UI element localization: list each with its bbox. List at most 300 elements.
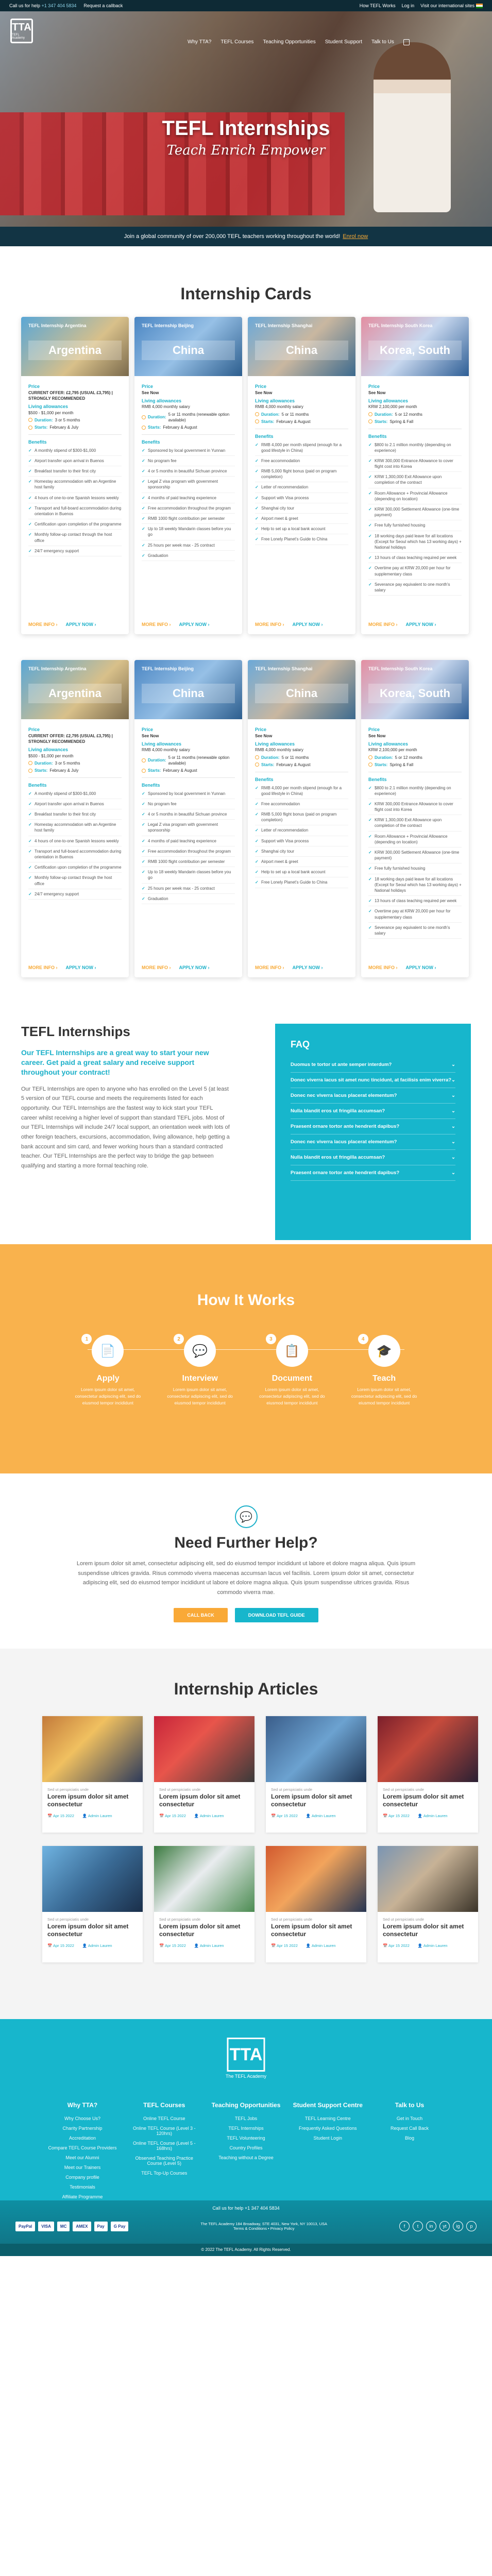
article-footer [378, 1938, 478, 1948]
card-body [21, 719, 129, 905]
more-info-link[interactable]: MORE INFO › [28, 965, 58, 970]
starts-label: Starts: [35, 768, 48, 773]
faq-question: Donec nec viverra lacus placerat elementum? [291, 1139, 397, 1145]
flag-icon [476, 4, 483, 8]
footer-link[interactable]: Teaching without a Degree [218, 2155, 274, 2160]
benefit-item: ✓ 13 hours of class teaching required per week [368, 553, 462, 563]
allowance-value: RMB 4,000 monthly salary [142, 748, 190, 753]
faq-item[interactable] [291, 1088, 455, 1104]
step-number: 2 [174, 1334, 184, 1344]
benefit-item: ✓ A monthly stipend of $300-$1,000 [28, 789, 122, 799]
article-meta: Sed ut perspiciatis unde [47, 1917, 89, 1922]
divider [142, 777, 235, 778]
card-tag: TEFL Internship South Korea [368, 666, 433, 671]
nav-item-2[interactable]: Teaching Opportunities [263, 39, 316, 45]
article-footer [378, 1808, 478, 1818]
card-actions [255, 622, 348, 627]
step-desc: Lorem ipsum dolor sit amet, consectetur adipiscing elit, sed do eiusmod tempor incididunt [259, 1387, 325, 1405]
benefit-item: ✓ Room Allowance + Provincial Allowance (depending on location) [368, 832, 462, 848]
card-image [361, 317, 469, 376]
benefit-item: ✓ KRW 300,000 Settlement Allowance (one-time payment) [368, 848, 462, 863]
step-number: 1 [81, 1334, 92, 1344]
starts-label: Starts: [35, 425, 48, 430]
international-sites-link[interactable]: Visit our international sites [420, 3, 483, 8]
benefit-item: ✓ Letter of recommendation [255, 825, 348, 836]
price-label: Price [255, 384, 267, 389]
price-value: See Now [142, 733, 159, 738]
how-tefl-works-link[interactable]: How TEFL Works [359, 3, 396, 8]
article-date: 📅 Apr 15 2022 [47, 1943, 74, 1948]
card-actions [142, 965, 235, 970]
article-title[interactable]: Lorem ipsum dolor sit amet consectetur [159, 1923, 241, 1938]
card-body [361, 719, 469, 944]
faq-item[interactable] [291, 1150, 455, 1165]
payment-icon: Pay [94, 2222, 108, 2231]
article-image [378, 1716, 478, 1782]
allowance-label: Living allowances [142, 741, 182, 747]
more-info-link[interactable]: MORE INFO › [142, 965, 171, 970]
benefit-item: ✓ Breakfast transfer to their first city [28, 466, 122, 477]
article-image [42, 1716, 143, 1782]
card-body [361, 376, 469, 601]
footer-link[interactable]: Affiliate Programme [62, 2194, 103, 2199]
clock-icon [142, 426, 146, 430]
footer-call[interactable]: Call us for help +1 347 404 5834 [212, 2206, 280, 2211]
clock-icon [255, 412, 259, 416]
step-teach [351, 1335, 418, 1406]
benefit-item: ✓ 25 hours per week max - 25 contract [142, 540, 235, 551]
article-author: 👤 Admin Lauren [82, 1943, 112, 1948]
article-date: 📅 Apr 15 2022 [383, 1943, 410, 1948]
price-value: See Now [142, 390, 159, 395]
benefit-item: ✓ Monthly follow-up contact through the host office [28, 530, 122, 546]
apply-now-link[interactable]: APPLY NOW › [65, 965, 96, 970]
duration-value: 5 or 11 months (renewable option available) [168, 755, 230, 766]
more-info-link[interactable]: MORE INFO › [28, 622, 58, 627]
duration-label: Duration: [35, 417, 53, 422]
benefits-label: Benefits [142, 439, 160, 445]
benefit-item: ✓ Airport meet & greet [255, 857, 348, 867]
benefit-item: ✓ RMB 4,000 per month stipend (enough for a good lifestyle in China) [255, 440, 348, 456]
faq-item[interactable] [291, 1057, 455, 1073]
card-body [248, 376, 355, 550]
starts-row [368, 762, 462, 768]
faq-item[interactable] [291, 1073, 455, 1088]
more-info-link[interactable]: MORE INFO › [368, 965, 398, 970]
article-title[interactable]: Lorem ipsum dolor sit amet consectetur [47, 1923, 129, 1938]
article-image [42, 1846, 143, 1912]
card-tag: TEFL Internship Shanghai [255, 666, 313, 671]
footer-link[interactable]: Blog [404, 2136, 414, 2141]
chat-icon: 💬 [235, 1505, 258, 1528]
logo[interactable]: TTA TEFL Academy [10, 19, 33, 43]
article-meta: Sed ut perspiciatis unde [383, 1917, 425, 1922]
benefit-item: ✓ Free accommodation [255, 799, 348, 809]
duration-value: 5 or 11 months [281, 412, 309, 417]
benefit-item: ✓ Overtime pay at KRW 20,000 per hour for supplementary class [368, 563, 462, 579]
benefits-list [368, 440, 462, 596]
duration-row [142, 412, 235, 423]
cards-section-title: Internship Cards [180, 284, 312, 303]
allowance-value: $500 - $1,000 per month [28, 753, 74, 758]
login-link[interactable]: Log in [401, 3, 415, 8]
starts-value: February & July [49, 425, 79, 430]
benefit-item: ✓ Graduation [142, 894, 235, 904]
card-country: Korea, South [368, 341, 462, 360]
step-interview [166, 1335, 233, 1406]
faq-panel [275, 1024, 471, 1240]
apply-now-link[interactable]: APPLY NOW › [65, 622, 96, 627]
price-label: Price [142, 727, 154, 732]
article-card[interactable] [266, 1716, 366, 1833]
starts-row [368, 419, 462, 425]
benefit-item: ✓ Free Lonely Planet's Guide to China [255, 534, 348, 545]
step-icon: 📋 [276, 1335, 308, 1367]
clock-icon [28, 769, 32, 773]
duration-row [142, 755, 235, 766]
footer-link[interactable]: Charity Partnership [62, 2126, 103, 2131]
social-icon[interactable]: yt [439, 2221, 450, 2231]
article-title[interactable]: Lorem ipsum dolor sit amet consectetur [47, 1793, 129, 1808]
more-info-link[interactable]: MORE INFO › [368, 622, 398, 627]
benefit-item: ✓ Free accommodation throughout the program [142, 846, 235, 857]
call-label: Call us for help +1 347 404 5834 [9, 3, 77, 8]
footer-column [210, 2102, 282, 2204]
social-icon[interactable]: t [413, 2221, 423, 2231]
benefit-item: ✓ Monthly follow-up contact through the host office [28, 873, 122, 889]
article-date: 📅 Apr 15 2022 [159, 1814, 186, 1818]
apply-now-link[interactable]: APPLY NOW › [292, 965, 323, 970]
article-image [154, 1846, 255, 1912]
divider [28, 434, 122, 435]
article-author: 👤 Admin Lauren [306, 1943, 336, 1948]
hero-title: TEFL Internships [162, 117, 330, 140]
starts-row [142, 768, 235, 773]
allowance-label: Living allowances [255, 398, 295, 403]
article-author: 👤 Admin Lauren [417, 1814, 448, 1818]
footer-legal: The TEFL Academy 184 Broadway, STE 4031, New York, NY 10013, USA Terms & Conditions • Privacy Policy [128, 2222, 399, 2231]
benefit-item: ✓ 4 months of paid teaching experience [142, 493, 235, 503]
article-meta: Sed ut perspiciatis unde [271, 1787, 313, 1792]
article-meta: Sed ut perspiciatis unde [271, 1917, 313, 1922]
benefit-item: ✓ Support with Visa process [255, 836, 348, 846]
benefit-item: ✓ Graduation [142, 551, 235, 561]
footer-link[interactable]: TEFL Learning Centre [304, 2116, 351, 2121]
footer-link[interactable]: Observed Teaching Practice Course (Level 5) [135, 2156, 193, 2166]
card-tag: TEFL Internship Argentina [28, 666, 87, 671]
step-desc: Lorem ipsum dolor sit amet, consectetur adipiscing elit, sed do eiusmod tempor incididunt [75, 1387, 141, 1405]
footer-link[interactable]: Online TEFL Course (Level 3 - 120hrs) [132, 2126, 196, 2136]
duration-row [255, 412, 348, 417]
article-card[interactable] [378, 1846, 478, 1962]
more-info-link[interactable]: MORE INFO › [255, 622, 284, 627]
card-actions [142, 622, 235, 627]
article-title[interactable]: Lorem ipsum dolor sit amet consectetur [159, 1793, 241, 1808]
allowance-label: Living allowances [368, 398, 409, 403]
benefit-item: ✓ Free accommodation [255, 456, 348, 466]
allowance-value: RMB 4,000 monthly salary [142, 404, 190, 410]
faq-question: Duomus te tortor ut ante semper interdum? [291, 1062, 392, 1067]
starts-value: Spring & Fall [389, 762, 414, 767]
benefit-item: ✓ RMB 5,000 flight bonus (paid on program completion) [255, 809, 348, 825]
benefit-item: ✓ Free accommodation throughout the program [142, 503, 235, 514]
apply-now-link[interactable]: APPLY NOW › [292, 622, 323, 627]
footer-column-title: Teaching Opportunities [211, 2102, 281, 2109]
article-card[interactable] [154, 1846, 255, 1962]
internship-card [361, 660, 469, 977]
card-actions [368, 622, 462, 627]
footer-link[interactable]: Accreditation [69, 2136, 96, 2141]
article-card[interactable] [266, 1846, 366, 1962]
benefit-item: ✓ Legal Z visa program with government sponsorship [142, 820, 235, 836]
chevron-down-icon: ⌄ [451, 1170, 455, 1176]
clock-icon [28, 761, 32, 765]
card-body [134, 376, 242, 566]
benefit-item: ✓ 4 hours of one-to-one Spanish lessons weekly [28, 836, 122, 846]
payment-icons [15, 2222, 128, 2231]
legal-links[interactable]: Terms & Conditions • Privacy Policy [233, 2226, 295, 2231]
price-label: Price [28, 727, 40, 732]
footer-link[interactable]: Student Login [313, 2136, 343, 2141]
card-image [248, 317, 355, 376]
starts-label: Starts: [261, 419, 275, 424]
internship-card [21, 317, 129, 634]
starts-label: Starts: [375, 419, 388, 424]
allowance-value: KRW 2,100,000 per month [368, 404, 417, 410]
internship-card [134, 317, 242, 634]
social-icon[interactable]: ig [453, 2221, 463, 2231]
request-callback-link[interactable]: Request a callback [83, 3, 123, 8]
article-meta: Sed ut perspiciatis unde [47, 1787, 89, 1792]
duration-row [368, 755, 462, 760]
steps [0, 1309, 492, 1406]
price-value: See Now [368, 733, 386, 738]
step-name: Apply [96, 1374, 120, 1383]
footer-link[interactable]: TEFL Jobs [234, 2116, 258, 2121]
step-name: Interview [182, 1374, 218, 1383]
footer-link[interactable]: Company profile [65, 2175, 99, 2180]
faq-question: Praesent ornare tortor ante hendrerit dapibus? [291, 1170, 400, 1176]
benefit-item: ✓ Letter of recommendation [255, 482, 348, 493]
faq-item[interactable] [291, 1104, 455, 1119]
card-country: Korea, South [368, 684, 462, 703]
article-footer [42, 1808, 143, 1818]
social-links [399, 2221, 477, 2231]
benefit-item: ✓ KRW 1,300,000 Exit Allowance upon completion of the contract [368, 815, 462, 831]
benefit-item: ✓ KRW 300,000 Entrance Allowance to cover flight cost into Korea [368, 456, 462, 472]
duration-row [255, 755, 348, 760]
footer-column-title: Talk to Us [395, 2102, 425, 2109]
card-country: China [142, 341, 235, 360]
benefit-item: ✓ KRW 300,000 Settlement Allowance (one-time payment) [368, 504, 462, 520]
benefit-item: ✓ Severance pay equivalent to one month's salary [368, 580, 462, 596]
duration-value: 5 or 11 months (renewable option available) [168, 412, 230, 422]
card-actions [255, 965, 348, 970]
benefits-list [28, 789, 122, 900]
starts-value: February & August [276, 762, 311, 767]
payment-icon: VISA [38, 2222, 54, 2231]
article-date: 📅 Apr 15 2022 [271, 1943, 298, 1948]
article-title[interactable]: Lorem ipsum dolor sit amet consectetur [271, 1793, 352, 1808]
footer-link[interactable]: Testimonials [70, 2184, 95, 2190]
starts-row [28, 768, 122, 773]
nav-item-4[interactable]: Talk to Us [371, 39, 394, 45]
duration-value: 3 or 5 months [55, 417, 80, 422]
clock-icon [368, 762, 372, 767]
footer-link[interactable]: Meet our Trainers [64, 2165, 101, 2170]
price-value: See Now [255, 390, 273, 395]
help-title: Need Further Help? [174, 1534, 318, 1551]
apply-now-link[interactable]: APPLY NOW › [179, 965, 210, 970]
article-title[interactable]: Lorem ipsum dolor sit amet consectetur [383, 1923, 464, 1938]
article-title[interactable]: Lorem ipsum dolor sit amet consectetur [383, 1793, 464, 1808]
social-icon[interactable]: f [399, 2221, 410, 2231]
faq-question: Donec nec viverra lacus placerat elementum? [291, 1093, 397, 1098]
card-tag: TEFL Internship Beijing [142, 323, 194, 328]
card-country: Argentina [28, 341, 122, 360]
hero-subtitle: Teach Enrich Empower [166, 143, 326, 158]
article-card[interactable] [42, 1716, 143, 1833]
footer-link[interactable]: Get in Touch [396, 2116, 423, 2121]
about-lead: Our TEFL Internships are a great way to start your new career. Get paid a great salary and receive support throughout your contract! [21, 1048, 209, 1076]
footer-column-title: Student Support Centre [293, 2102, 363, 2109]
enrol-now-link[interactable]: Enrol now [343, 233, 368, 240]
starts-label: Starts: [375, 762, 388, 767]
article-meta: Sed ut perspiciatis unde [383, 1787, 425, 1792]
article-image [266, 1846, 366, 1912]
faq-item[interactable] [291, 1165, 455, 1181]
benefit-item: ✓ 4 hours of one-to-one Spanish lessons weekly [28, 493, 122, 503]
footer-column [46, 2102, 118, 2204]
benefit-item: ✓ 4 months of paid teaching experience [142, 836, 235, 846]
payment-icon: AMEX [73, 2222, 91, 2231]
allowance-value: RMB 4,000 monthly salary [255, 404, 303, 410]
faq-question: Nulla blandit eros ut fringilla accumsan? [291, 1108, 385, 1114]
more-info-link[interactable]: MORE INFO › [142, 622, 171, 627]
chevron-down-icon: ⌄ [451, 1077, 455, 1083]
footer-link[interactable]: Meet our Alumni [65, 2155, 99, 2160]
nav-item-3[interactable]: Student Support [325, 39, 362, 45]
benefit-item: ✓ Severance pay equivalent to one month's salary [368, 923, 462, 939]
apply-now-link[interactable]: APPLY NOW › [405, 965, 436, 970]
chevron-down-icon: ⌄ [451, 1062, 455, 1067]
card-country: Argentina [28, 684, 122, 703]
apply-now-link[interactable]: APPLY NOW › [405, 622, 436, 627]
duration-row [28, 760, 122, 766]
internship-card [361, 317, 469, 634]
clock-icon [368, 755, 372, 759]
benefits-list [255, 783, 348, 888]
card-tag: TEFL Internship South Korea [368, 323, 433, 328]
nav-item-0[interactable]: Why TTA? [188, 39, 212, 45]
footer-link[interactable]: TEFL Top-Up Courses [141, 2171, 188, 2176]
benefit-item: ✓ Help to set up a local bank account [255, 867, 348, 877]
footer-link[interactable]: TEFL Volunteering [227, 2136, 265, 2141]
article-card[interactable] [42, 1846, 143, 1962]
benefit-item: ✓ Airport transfer upon arrival in Buenos [28, 799, 122, 809]
footer-link[interactable]: Frequently Asked Questions [298, 2126, 357, 2131]
social-icon[interactable]: p [466, 2221, 477, 2231]
article-meta: Sed ut perspiciatis unde [159, 1787, 201, 1792]
price-label: Price [142, 384, 154, 389]
internship-card [21, 660, 129, 977]
price-value: CURRENT OFFER: £2,795 (USUAL £3,795) | STRONGLY RECOMMENDED [28, 733, 113, 744]
benefit-item: ✓ Free fully furnished housing [368, 520, 462, 531]
benefit-item: ✓ Help to set up a local bank account [255, 524, 348, 534]
apply-now-link[interactable]: APPLY NOW › [179, 622, 210, 627]
footer-columns [46, 2102, 446, 2204]
duration-label: Duration: [148, 415, 166, 420]
chevron-down-icon: ⌄ [451, 1139, 455, 1145]
clock-icon [28, 418, 32, 422]
article-footer [154, 1938, 255, 1948]
allowance-label: Living allowances [28, 747, 69, 752]
footer-column [374, 2102, 446, 2204]
article-date: 📅 Apr 15 2022 [159, 1943, 186, 1948]
how-title: How It Works [197, 1292, 295, 1309]
benefit-item: ✓ 4 or 5 months in beautiful Sichuan province [142, 466, 235, 477]
article-date: 📅 Apr 15 2022 [383, 1814, 410, 1818]
footer-link[interactable]: Compare TEFL Course Providers [48, 2145, 117, 2150]
allowance-label: Living allowances [368, 741, 409, 747]
download-guide-button[interactable]: DOWNLOAD TEFL GUIDE [235, 1608, 318, 1622]
starts-value: Spring & Fall [389, 419, 414, 424]
price-label: Price [368, 384, 380, 389]
card-tag: TEFL Internship Beijing [142, 666, 194, 671]
card-body [248, 719, 355, 893]
footer-link[interactable]: Request Call Back [390, 2126, 429, 2131]
faq-item[interactable] [291, 1134, 455, 1150]
benefit-item: ✓ Homestay accommodation with an Argentine host family [28, 477, 122, 493]
articles-grid [0, 1716, 492, 1962]
footer-link[interactable]: Online TEFL Course (Level 5 - 168hrs) [132, 2141, 196, 2151]
faq-item[interactable] [291, 1119, 455, 1134]
article-card[interactable] [154, 1716, 255, 1833]
step-name: Teach [372, 1374, 396, 1383]
article-author: 👤 Admin Lauren [417, 1943, 448, 1948]
starts-row [255, 419, 348, 425]
card-tag: TEFL Internship Shanghai [255, 323, 313, 328]
duration-value: 5 or 12 months [395, 412, 422, 417]
card-body [134, 719, 242, 909]
benefit-item: ✓ Sponsored by local government in Yunnan [142, 789, 235, 799]
duration-row [368, 412, 462, 417]
article-card[interactable] [378, 1716, 478, 1833]
benefit-item: ✓ Up to 18 weekly Mandarin classes before you go [142, 867, 235, 883]
benefit-item: ✓ 25 hours per week max - 25 contract [142, 884, 235, 894]
clock-icon [255, 755, 259, 759]
cart-icon[interactable] [403, 39, 410, 45]
clock-icon [142, 758, 146, 762]
benefit-item: ✓ Homestay accommodation with an Argentine host family [28, 820, 122, 836]
benefit-item: ✓ Sponsored by local government in Yunnan [142, 446, 235, 456]
starts-row [142, 425, 235, 430]
footer-link[interactable]: Online TEFL Course [143, 2116, 185, 2121]
footer-link[interactable]: TEFL Internships [228, 2126, 264, 2131]
footer-logo[interactable]: TTA The TEFL Academy [226, 2038, 266, 2079]
article-title[interactable]: Lorem ipsum dolor sit amet consectetur [271, 1923, 352, 1938]
starts-value: February & August [163, 425, 197, 430]
call-back-button[interactable]: CALL BACK [174, 1608, 227, 1622]
footer-link[interactable]: Why Choose Us? [64, 2116, 101, 2121]
article-date: 📅 Apr 15 2022 [47, 1814, 74, 1818]
social-icon[interactable]: in [426, 2221, 436, 2231]
divider [28, 777, 122, 778]
more-info-link[interactable]: MORE INFO › [255, 965, 284, 970]
footer-link[interactable]: Country Profiles [229, 2145, 263, 2150]
nav-item-1[interactable]: TEFL Courses [220, 39, 254, 45]
article-author: 👤 Admin Lauren [194, 1943, 224, 1948]
